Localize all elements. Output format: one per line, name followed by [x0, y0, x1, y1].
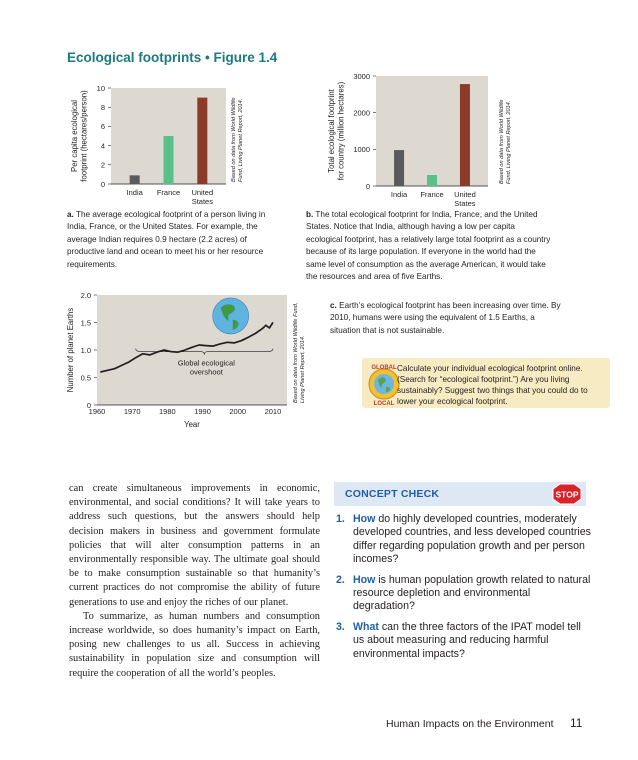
y-axis-label: Total ecological footprintfor country (million hectares) [327, 81, 346, 181]
bar-india [130, 175, 140, 184]
concept-check-item [336, 621, 591, 661]
plot-area [97, 295, 287, 405]
overshoot-annotation: Global ecological overshoot [177, 358, 235, 377]
x-tick-label: 1960 [88, 407, 106, 416]
source-note: Based on data from World WildlifeFund, Living Planet Report, 2014. [499, 99, 512, 184]
x-tick-label: 1990 [194, 407, 211, 416]
caption-a-label: a. [67, 210, 74, 219]
data-point [192, 347, 193, 348]
data-point [185, 350, 186, 351]
y-axis-label: Number of planet Earths [66, 307, 75, 393]
chart-a-per-capita-footprint [60, 80, 275, 215]
body-paragraph-1: can create simultaneous improvements in economic, environmental, and social conditions? It will take years to address such questions, but the answers should help decision makers in business and government formulate policies that will alter consumption patterns in an environmentally responsible way. The ultimate goal should be to make consumption sustainable so that humanity’s current practices do not compromise the ability of future generations to use and enjoy the riches of our planet. [69, 483, 320, 608]
concept-check-item [336, 513, 591, 567]
bar-france [164, 136, 174, 184]
data-point [273, 322, 274, 323]
data-point [213, 346, 214, 347]
caption-c [330, 300, 562, 337]
data-point [206, 345, 207, 346]
data-point [227, 342, 228, 343]
concept-check-number: 1. [336, 513, 345, 525]
y-tick-label: 2000 [353, 108, 370, 118]
concept-check-title: CONCEPT CHECK [345, 488, 440, 500]
data-point [234, 342, 235, 343]
bar-france [427, 175, 437, 186]
concept-check-number: 3. [336, 620, 345, 633]
x-tick-label: 2010 [264, 407, 282, 416]
data-point [100, 372, 101, 373]
data-point [107, 370, 108, 371]
concept-check-list [336, 513, 591, 668]
data-point [220, 344, 221, 345]
global-badge-text: GLOBAL [371, 365, 397, 371]
y-tick-label: 0 [86, 400, 91, 410]
locale-badge-text: LOCAL [373, 401, 395, 407]
caption-c-label: c. [330, 301, 337, 310]
data-point [142, 353, 143, 354]
y-tick-label: 3000 [353, 71, 370, 81]
stop-label: STOP [555, 489, 579, 500]
concept-check-item [336, 574, 591, 614]
data-point [262, 328, 263, 329]
concept-check-question: is human population growth related to natural resource depletion and environmental degradation? [353, 573, 591, 613]
data-point [163, 350, 164, 351]
x-tick-label: United States [454, 190, 476, 208]
y-tick-label: 0.5 [80, 373, 91, 383]
source-note: Based on data from World Wildlife Fund,Living Planet Report, 2014. [293, 302, 306, 403]
concept-check-keyword: How [353, 573, 376, 586]
x-axis-label: Year [184, 420, 200, 429]
data-point [255, 333, 256, 334]
y-tick-label: 10 [96, 83, 105, 93]
y-tick-label: 8 [100, 103, 105, 112]
figure-title: Ecological footprints • Figure 1.4 [67, 50, 278, 65]
chart-b-total-footprint [320, 70, 520, 210]
caption-b-text: The total ecological footprint for India, France, and the United States. Notice that India, although having a low per capita ecological footprint, has a relatively large total footprint as a country because of its large population. If everyone in the world had the same level of consumption as the average American, it would take the resources and area of five Earths. [306, 210, 551, 282]
data-point [248, 337, 249, 338]
y-tick-label: 1.0 [80, 345, 91, 355]
caption-c-text: Earth’s ecological footprint has been increasing over time. By 2010, humans were using the equivalent of 1.5 Earths, a situation that is not sustainable. [330, 301, 561, 335]
footer-chapter-title: Human Impacts on the Environment [386, 718, 554, 730]
y-tick-label: 6 [100, 122, 105, 132]
data-point [265, 325, 266, 326]
concept-check-number: 2. [336, 573, 345, 586]
caption-b [306, 209, 552, 283]
data-point [269, 328, 270, 329]
concept-check-question: do highly developed countries, moderately developed countries, and less developed countries differ regarding population growth and per person incomes? [353, 513, 591, 566]
y-tick-label: 2.0 [80, 290, 91, 300]
chart-c-planet-earths-over-time [62, 288, 324, 429]
global-locale-text: Calculate your individual ecological footprint online. (Search for “ecological footprint.”) Are you living sustainably? Suggest two things that you could do to lower your ecological footprint. [397, 364, 588, 406]
page-number: 11 [570, 716, 583, 730]
x-tick-label: United States [191, 188, 214, 206]
bar-united-states [197, 98, 207, 184]
data-point [114, 368, 115, 369]
y-tick-label: 4 [100, 141, 105, 151]
plot-area [376, 76, 488, 186]
data-point [241, 340, 242, 341]
data-point [121, 365, 122, 366]
concept-check-question: can the three factors of the IPAT model tell us about measuring and reducing harmful environmental impacts? [353, 620, 581, 660]
y-axis-label: Per capita ecologicalfootprint (hectares/person) [70, 90, 89, 182]
earth-globe-icon [213, 298, 249, 334]
caption-a-text: The average ecological footprint of a person living in India, France, or the United States. For example, the average Indian requires 0.9 hectare (2.2 acres) of productive land and ocean to meet his or her resource requirements. [67, 210, 266, 269]
x-tick-label: 2000 [229, 407, 247, 416]
data-point [199, 345, 200, 346]
body-text [69, 482, 320, 681]
data-point [149, 355, 150, 356]
caption-a [67, 209, 285, 271]
bar-united-states [460, 84, 470, 186]
x-tick-label: India [126, 188, 143, 197]
data-point [135, 357, 136, 358]
x-tick-label: 1980 [159, 407, 176, 416]
y-tick-label: 0 [100, 179, 105, 189]
y-tick-label: 1.5 [80, 318, 91, 328]
y-tick-label: 2 [100, 160, 105, 170]
concept-check-keyword: What [353, 620, 379, 633]
body-paragraph-2: To summarize, as human numbers and consumption increase worldwide, so does humanity’s impact on Earth, posing new challenges to us all. Success in achieving sustainability in population size and consumption will require the cooperation of all the world’s peoples. [69, 610, 320, 679]
x-tick-label: France [420, 190, 444, 199]
bar-india [394, 150, 404, 186]
caption-b-label: b. [306, 210, 314, 219]
x-tick-label: France [156, 188, 181, 197]
y-tick-label: 1000 [353, 145, 370, 155]
concept-check-keyword: How [353, 513, 376, 525]
stop-sign-icon [552, 483, 582, 505]
x-tick-label: India [390, 190, 408, 199]
source-note: Based on data from World WildlifeFund, Living Planet Report, 2014. [231, 97, 244, 182]
y-tick-label: 0 [365, 181, 370, 191]
data-point [128, 362, 129, 363]
x-tick-label: 1970 [123, 407, 141, 416]
